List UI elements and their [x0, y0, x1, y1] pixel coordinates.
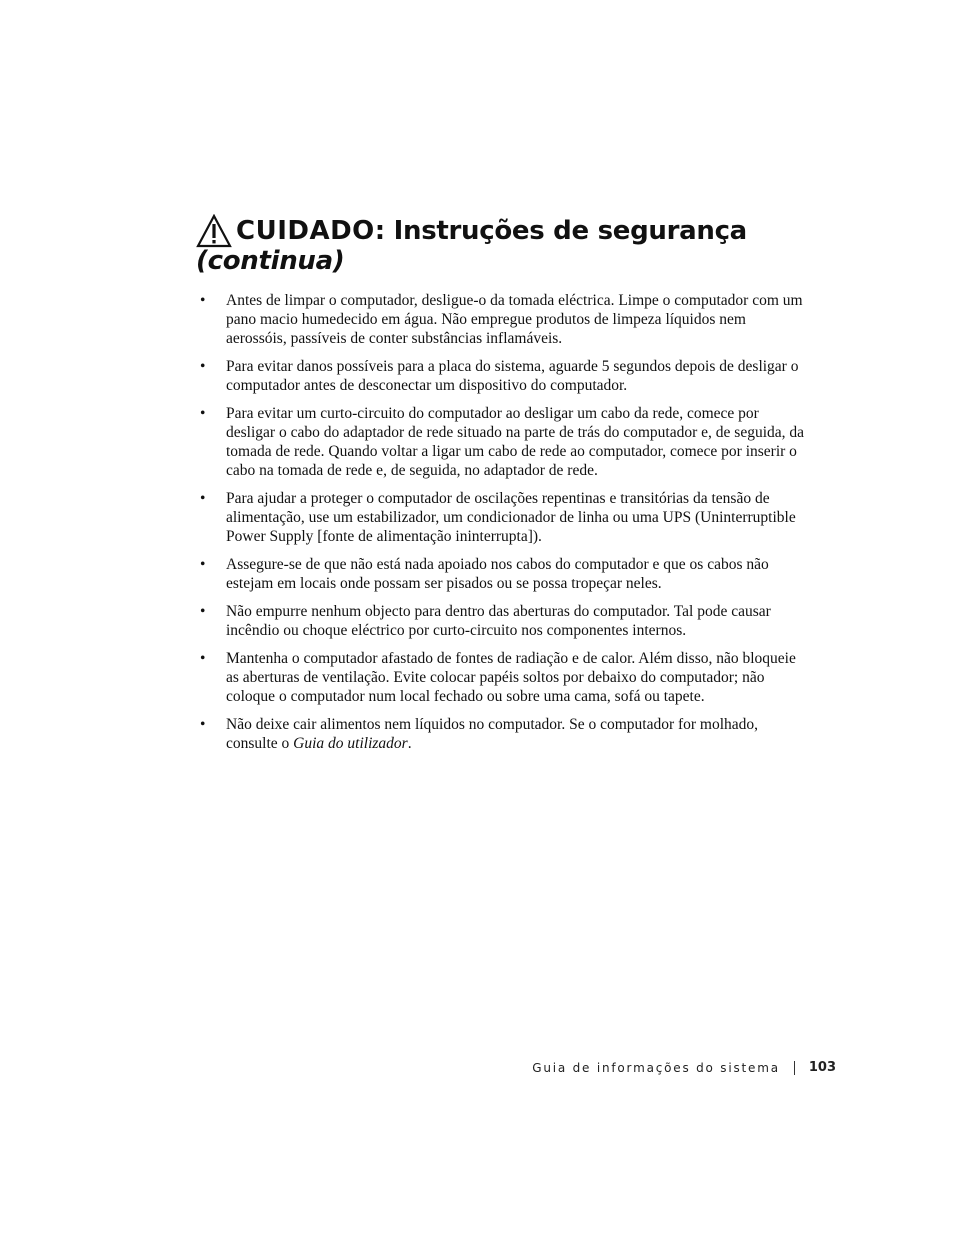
list-item [200, 715, 810, 753]
list-item-text: Para evitar um curto-circuito do computador ao desligar um cabo da rede, comece por desligar o cabo do adaptador de rede situado na parte de trás do computador e, de seguida, da tomada de rede. Quando voltar a ligar um cabo de rede ao computador, comece por inserir o cabo na tomada de rede e, de seguida, no adaptador de rede. [226, 405, 805, 479]
list-item-text-end: . [407, 735, 412, 752]
list-item [200, 404, 810, 480]
page-footer [532, 1060, 836, 1075]
heading-line-1 [196, 212, 816, 246]
footer-guide-title: Guia de informações do sistema [532, 1060, 780, 1075]
list-item-text: Antes de limpar o computador, desligue-o da tomada eléctrica. Limpe o computador com um pano macio humedecido em água. Não empregue produtos de limpeza líquidos nem aerossóis, passíveis de conter substâncias inflamáveis. [226, 292, 803, 347]
bullet-point: • [200, 358, 206, 375]
footer-divider [794, 1061, 795, 1075]
list-item [200, 489, 810, 546]
list-item-text: Para evitar danos possíveis para a placa do sistema, aguarde 5 segundos depois de desligar o computador antes de desconectar um dispositivo do computador. [226, 358, 799, 394]
bullet-point: • [200, 292, 206, 309]
list-item [200, 649, 810, 706]
heading-continuation: (continua) [196, 246, 345, 276]
safety-instructions-list [200, 291, 810, 762]
list-item [200, 291, 810, 348]
bullet-point: • [200, 556, 206, 573]
bullet-point: • [200, 650, 206, 667]
list-item-text: Mantenha o computador afastado de fontes de radiação e de calor. Além disso, não bloqueie as aberturas de ventilação. Evite colocar papéis soltos por debaixo do computador; não coloque o computador num local fechado ou sobre uma cama, sofá ou tapete. [226, 650, 796, 705]
list-item [200, 602, 810, 640]
section-heading [196, 212, 816, 276]
heading-title: : Instruções de segurança [374, 216, 747, 246]
list-item [200, 357, 810, 395]
list-item-text: Para ajudar a proteger o computador de oscilações repentinas e transitórias da tensão de alimentação, use um estabilizador, um condicionador de linha ou uma UPS (Uninterruptible Power Supply [fonte de alimentação ininterrupta]). [226, 490, 796, 545]
warning-triangle-icon [196, 214, 232, 248]
list-item-text: Não deixe cair alimentos nem líquidos no computador. Se o computador for molhado, consulte o [226, 716, 759, 752]
list-item-text: Assegure-se de que não está nada apoiado nos cabos do computador e que os cabos não estejam em locais onde possam ser pisados ou se possa tropeçar neles. [226, 556, 769, 592]
bullet-point: • [200, 716, 206, 733]
list-item [200, 555, 810, 593]
list-item-text: Não empurre nenhum objecto para dentro das aberturas do computador. Tal pode causar incêndio ou choque eléctrico por curto-circuito nos componentes internos. [226, 603, 771, 639]
bullet-point: • [200, 490, 206, 507]
user-guide-reference: Guia do utilizador [293, 735, 408, 752]
bullet-point: • [200, 405, 206, 422]
bullet-point: • [200, 603, 206, 620]
caution-label: CUIDADO [236, 216, 375, 246]
page-number: 103 [808, 1060, 836, 1075]
